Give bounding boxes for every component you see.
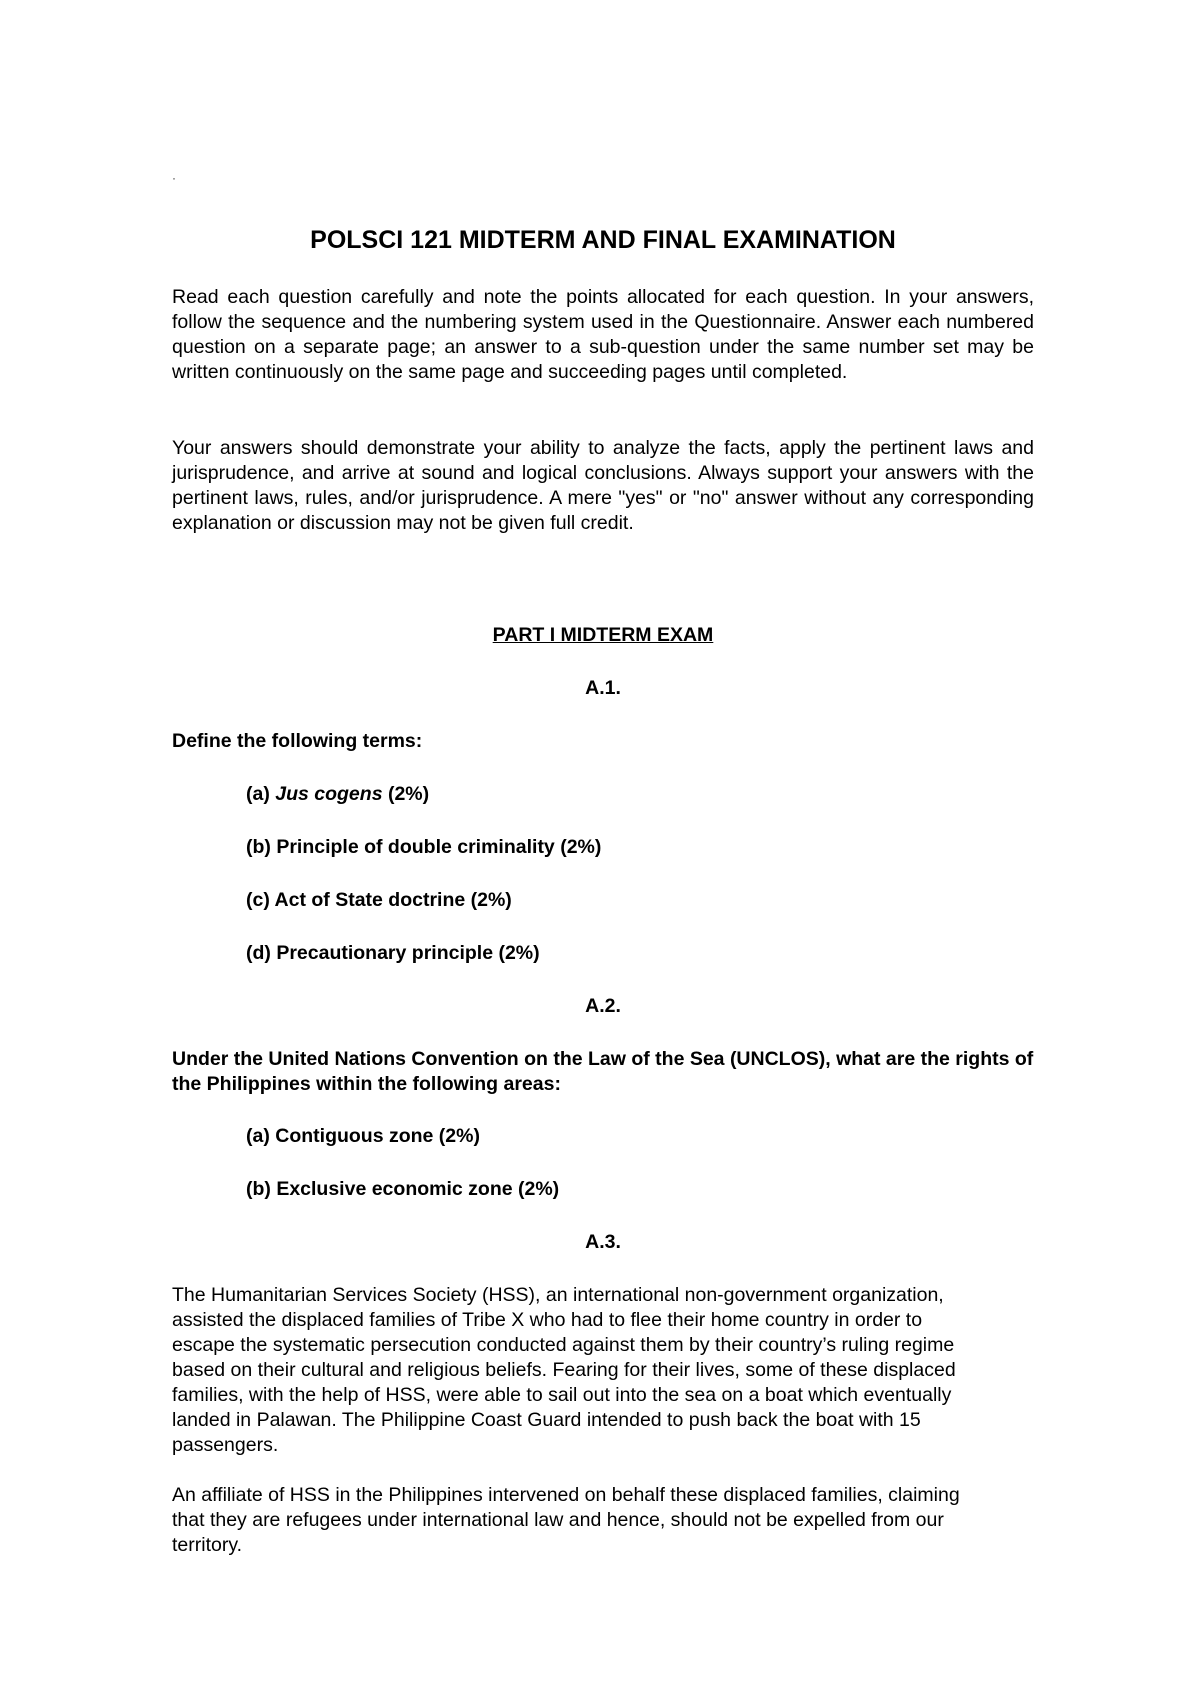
a3-paragraph-1 xyxy=(172,1283,1034,1458)
a1-item-a-prefix: (a) xyxy=(246,783,276,805)
a1-prompt: Define the following terms: xyxy=(172,730,423,752)
part1-heading-text: PART I MIDTERM EXAM xyxy=(492,624,714,646)
a3-p1-line: passengers. xyxy=(172,1434,279,1456)
section-a3-label: A.3. xyxy=(585,1231,621,1253)
a2-prompt: Under the United Nations Convention on the Law of the Sea (UNCLOS), what are the rights of the Philippines within the following areas: xyxy=(172,1048,1034,1095)
a1-item-a xyxy=(246,782,429,807)
a3-p1-line: assisted the displaced families of Tribe X who had to flee their home country in order to xyxy=(172,1309,923,1331)
a3-p1-line: escape the systematic persecution conducted against them by their country’s ruling regime xyxy=(172,1334,955,1356)
a3-p1-line: landed in Palawan. The Philippine Coast Guard intended to push back the boat with 15 xyxy=(172,1409,921,1431)
a3-paragraph-2 xyxy=(172,1483,1034,1558)
a3-p2-line: that they are refugees under international law and hence, should not be expelled from our xyxy=(172,1509,944,1531)
a2-item-b: (b) Exclusive economic zone (2%) xyxy=(246,1178,560,1200)
a1-item-c: (c) Act of State doctrine (2%) xyxy=(246,889,512,911)
page-mark: · xyxy=(172,171,176,185)
a2-item-a: (a) Contiguous zone (2%) xyxy=(246,1125,480,1147)
a3-p1-line: based on their cultural and religious beliefs. Fearing for their lives, some of these displaced xyxy=(172,1359,956,1381)
a1-item-b: (b) Principle of double criminality (2%) xyxy=(246,836,602,858)
a3-p1-line: families, with the help of HSS, were able to sail out into the sea on a boat which eventually xyxy=(172,1384,952,1406)
part1-heading xyxy=(172,623,1034,648)
instructions-paragraph-1: Read each question carefully and note the points allocated for each question. In your answers, follow the sequence and the numbering system used in the Questionnaire. Answer each numbered question on a separate page; an answer to a sub-question under the same number set may be written continuously on the same page and succeeding pages until completed. xyxy=(172,286,1034,383)
exam-title: POLSCI 121 MIDTERM AND FINAL EXAMINATION xyxy=(310,226,896,254)
a1-item-a-term: Jus cogens xyxy=(275,783,383,805)
a1-item-d: (d) Precautionary principle (2%) xyxy=(246,942,540,964)
section-a1-label: A.1. xyxy=(585,677,621,699)
a3-p2-line: An affiliate of HSS in the Philippines intervened on behalf these displaced families, claiming xyxy=(172,1484,960,1506)
section-a2-label: A.2. xyxy=(585,995,621,1017)
a3-p2-line: territory. xyxy=(172,1534,243,1556)
a1-item-a-suffix: (2%) xyxy=(382,783,430,805)
instructions-paragraph-2: Your answers should demonstrate your ability to analyze the facts, apply the pertinent laws and jurisprudence, and arrive at sound and logical conclusions. Always support your answers with the pertinent laws, rules, and/or jurisprudence. A mere "yes" or "no" answer without any corresponding explanation or discussion may not be given full credit. xyxy=(172,437,1034,534)
a3-p1-line: The Humanitarian Services Society (HSS), an international non-government organization, xyxy=(172,1284,944,1306)
